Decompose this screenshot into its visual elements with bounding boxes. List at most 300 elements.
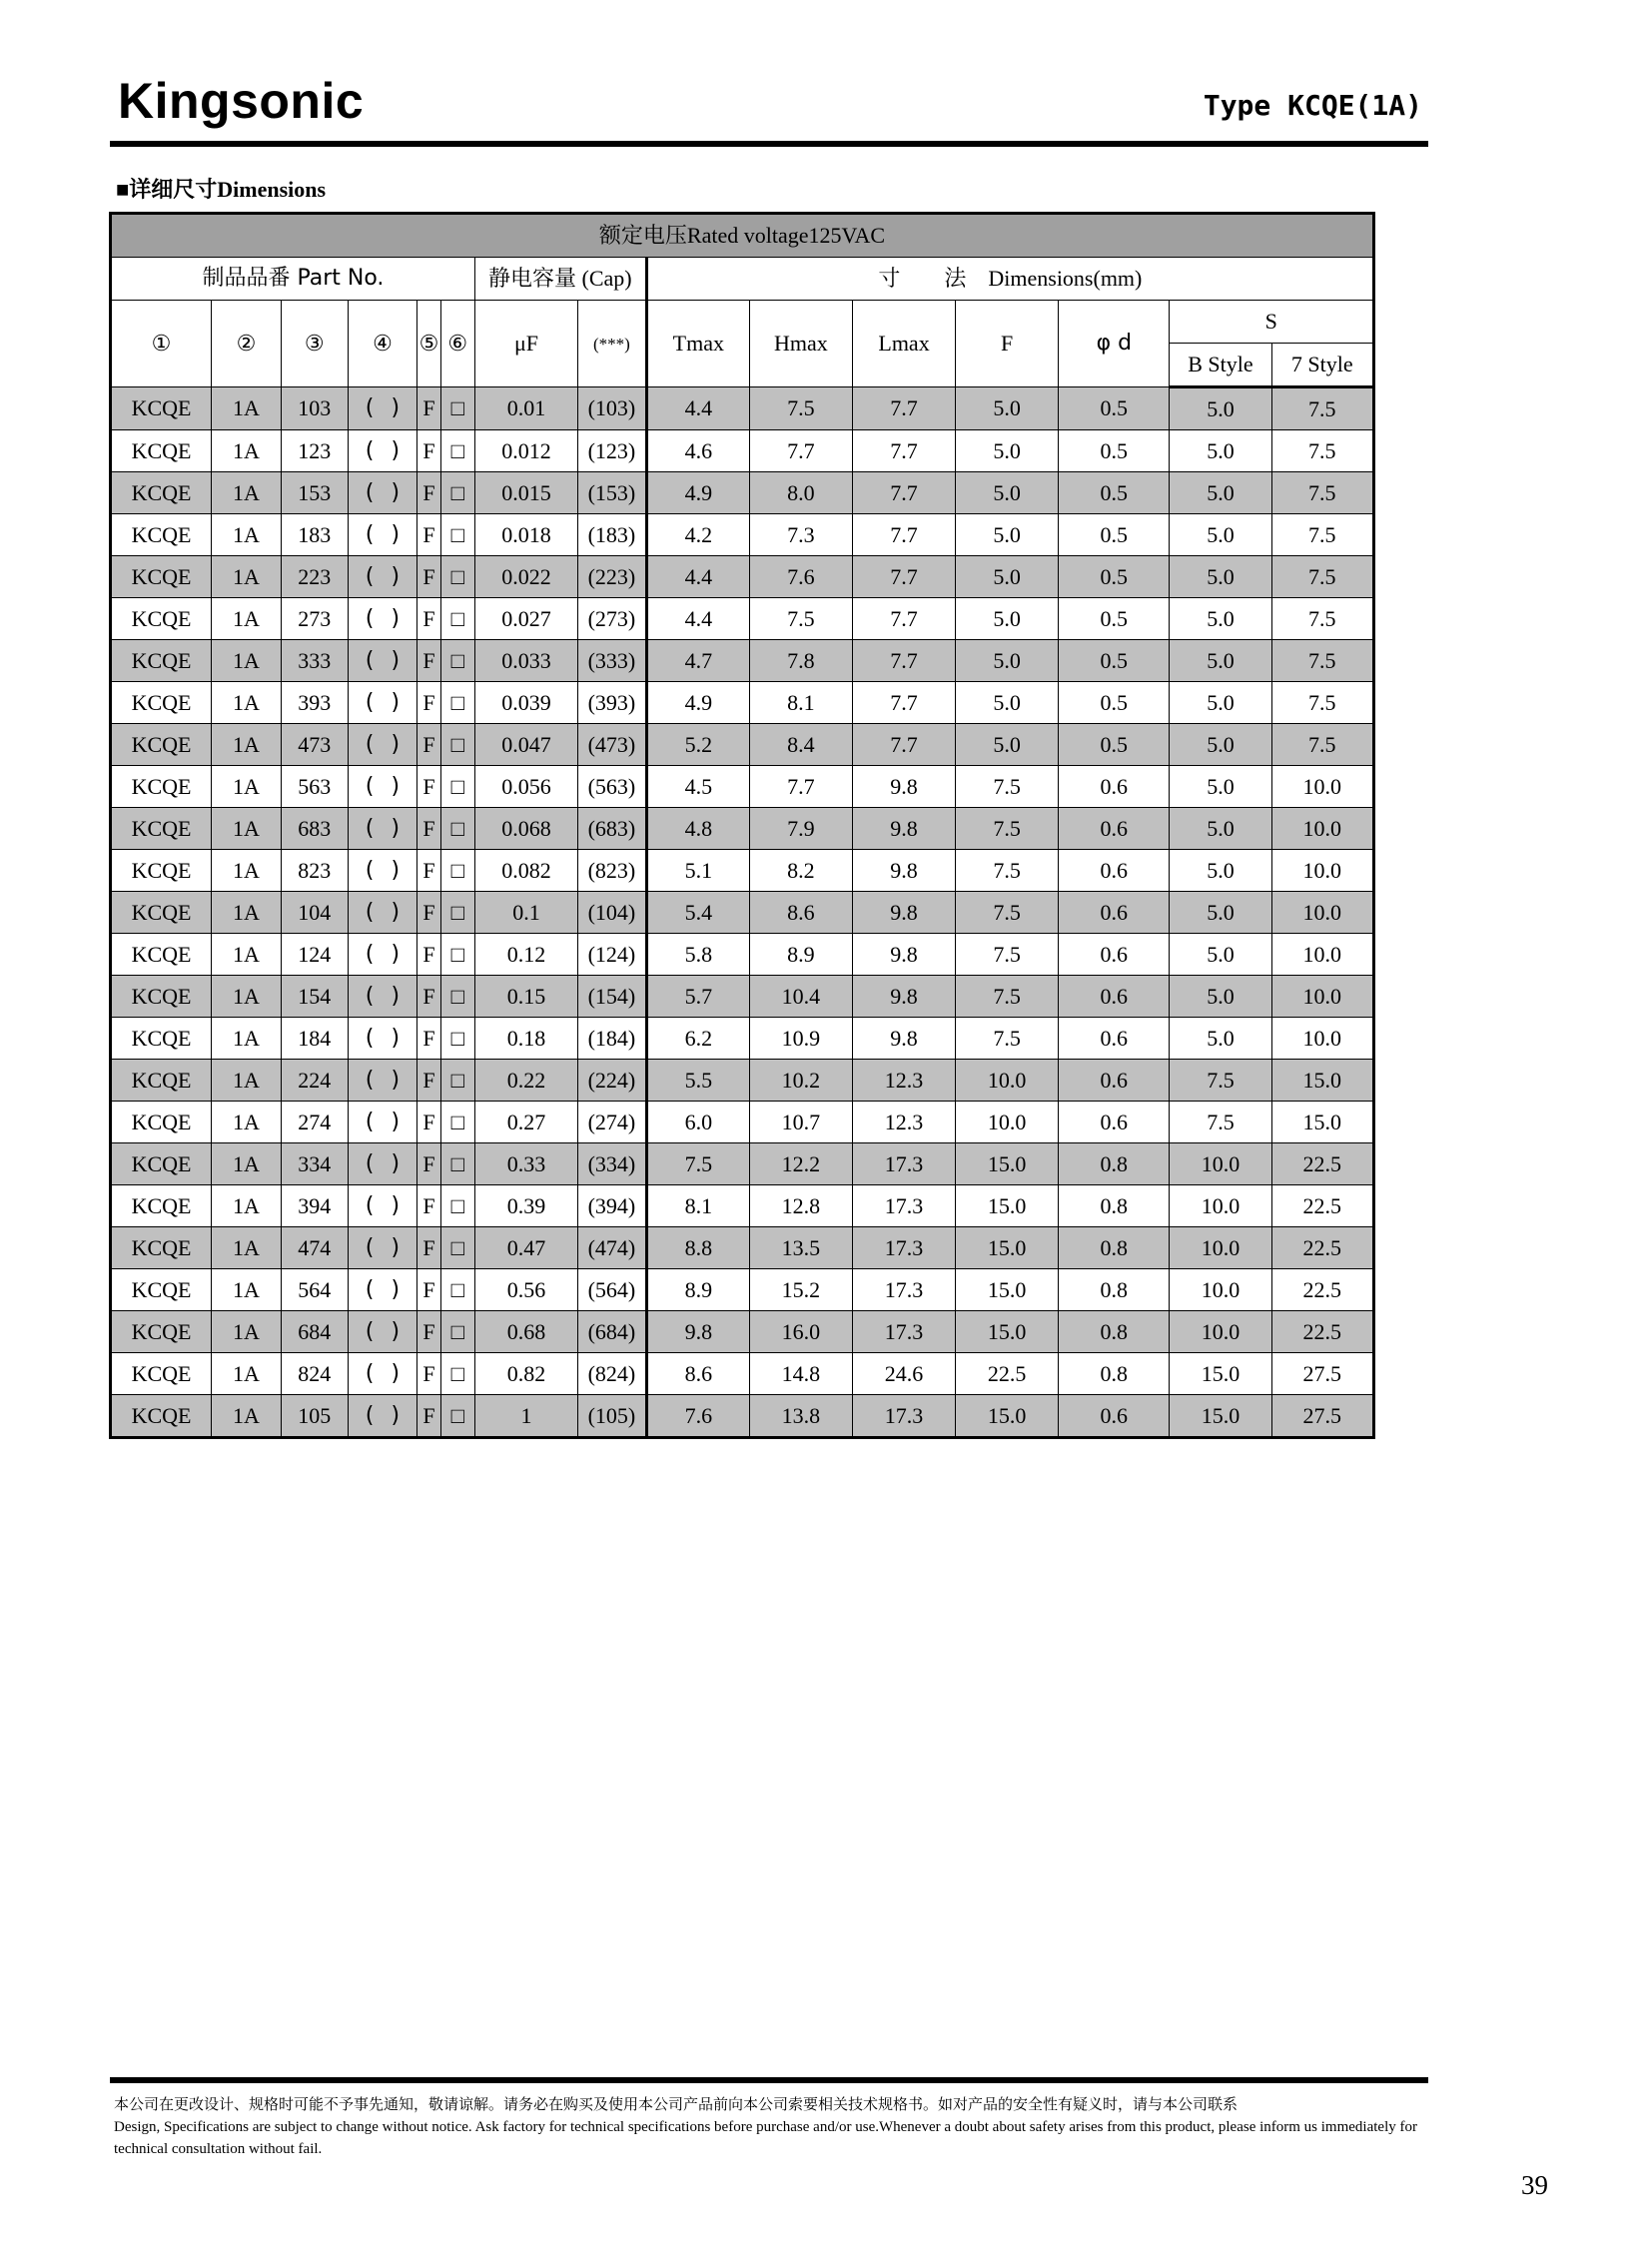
table-cell: 5.0: [956, 387, 1059, 430]
table-cell: 5.0: [1170, 556, 1271, 598]
table-cell: F: [417, 1143, 440, 1185]
table-cell: (333): [578, 640, 647, 682]
table-cell: 10.0: [956, 1102, 1059, 1143]
table-cell: 7.7: [852, 640, 955, 682]
table-cell: 10.0: [1271, 850, 1373, 892]
table-cell: 9.8: [852, 808, 955, 850]
table-cell: 1A: [212, 682, 282, 724]
table-cell: 22.5: [956, 1353, 1059, 1395]
table-cell: ( ): [348, 556, 417, 598]
table-cell: ( ): [348, 1269, 417, 1311]
table-cell: 0.8: [1059, 1353, 1170, 1395]
col-header-phi-d: φ d: [1059, 301, 1170, 387]
table-cell: 10.0: [1271, 808, 1373, 850]
table-cell: 7.5: [749, 598, 852, 640]
table-cell: 5.4: [646, 892, 749, 934]
table-cell: 273: [281, 598, 348, 640]
table-cell: 27.5: [1271, 1395, 1373, 1438]
table-cell: 4.2: [646, 514, 749, 556]
table-cell: 6.2: [646, 1018, 749, 1060]
table-cell: 5.0: [1170, 514, 1271, 556]
table-cell: 17.3: [852, 1395, 955, 1438]
footer-notice-en: Design, Specifications are subject to change without notice. Ask factory for technical specifications before purchase and/or use.Whenever a doubt about safety arises from this product, please inform us immediately for technical consultation without fail.: [114, 2119, 1417, 2157]
table-cell: KCQE: [111, 1395, 212, 1438]
checkbox-icon: □: [440, 640, 474, 682]
table-cell: 7.5: [1271, 598, 1373, 640]
checkbox-icon: □: [440, 1227, 474, 1269]
table-row: [111, 1395, 1374, 1438]
table-cell: 0.5: [1059, 640, 1170, 682]
checkbox-icon: □: [440, 1395, 474, 1438]
table-cell: 16.0: [749, 1311, 852, 1353]
col-header-5: ⑤: [417, 301, 440, 387]
table-cell: 1A: [212, 1227, 282, 1269]
table-cell: 22.5: [1271, 1269, 1373, 1311]
table-row: [111, 640, 1374, 682]
table-cell: 8.8: [646, 1227, 749, 1269]
table-cell: F: [417, 640, 440, 682]
table-cell: ( ): [348, 1143, 417, 1185]
table-cell: ( ): [348, 808, 417, 850]
checkbox-icon: □: [440, 1060, 474, 1102]
checkbox-icon: □: [440, 892, 474, 934]
table-cell: 1A: [212, 598, 282, 640]
table-cell: 22.5: [1271, 1311, 1373, 1353]
table-cell: 0.1: [474, 892, 577, 934]
table-cell: KCQE: [111, 556, 212, 598]
table-cell: (154): [578, 976, 647, 1018]
table-cell: (183): [578, 514, 647, 556]
table-cell: KCQE: [111, 387, 212, 430]
table-cell: 5.0: [1170, 934, 1271, 976]
table-cell: 0.6: [1059, 1060, 1170, 1102]
table-cell: (273): [578, 598, 647, 640]
table-cell: ( ): [348, 514, 417, 556]
table-row: [111, 1269, 1374, 1311]
table-cell: KCQE: [111, 892, 212, 934]
table-cell: 0.022: [474, 556, 577, 598]
table-cell: F: [417, 934, 440, 976]
table-cell: F: [417, 598, 440, 640]
checkbox-icon: □: [440, 1311, 474, 1353]
table-row: [111, 808, 1374, 850]
table-cell: (683): [578, 808, 647, 850]
table-cell: 0.5: [1059, 724, 1170, 766]
table-row: [111, 1185, 1374, 1227]
table-cell: 4.4: [646, 598, 749, 640]
table-cell: F: [417, 1311, 440, 1353]
table-row: [111, 976, 1374, 1018]
table-cell: 0.5: [1059, 682, 1170, 724]
table-cell: 7.7: [852, 387, 955, 430]
table-cell: 5.0: [956, 682, 1059, 724]
table-cell: 103: [281, 387, 348, 430]
table-cell: 0.33: [474, 1143, 577, 1185]
column-header-row: [111, 301, 1374, 344]
checkbox-icon: □: [440, 724, 474, 766]
table-cell: 8.2: [749, 850, 852, 892]
table-cell: KCQE: [111, 1018, 212, 1060]
table-cell: KCQE: [111, 1311, 212, 1353]
table-cell: F: [417, 1395, 440, 1438]
table-cell: KCQE: [111, 1102, 212, 1143]
table-cell: 0.47: [474, 1227, 577, 1269]
table-cell: (124): [578, 934, 647, 976]
table-cell: 5.0: [1170, 598, 1271, 640]
table-cell: 7.5: [1271, 640, 1373, 682]
table-cell: F: [417, 1353, 440, 1395]
table-cell: 5.0: [1170, 850, 1271, 892]
table-cell: 7.5: [956, 808, 1059, 850]
checkbox-icon: □: [440, 514, 474, 556]
table-row: [111, 1311, 1374, 1353]
table-cell: 333: [281, 640, 348, 682]
table-cell: 7.5: [749, 387, 852, 430]
table-cell: 1A: [212, 430, 282, 472]
table-cell: (563): [578, 766, 647, 808]
table-cell: 7.5: [1271, 514, 1373, 556]
table-cell: 12.3: [852, 1060, 955, 1102]
table-cell: 5.0: [956, 514, 1059, 556]
table-cell: 7.9: [749, 808, 852, 850]
table-cell: F: [417, 1185, 440, 1227]
table-cell: (274): [578, 1102, 647, 1143]
table-cell: KCQE: [111, 976, 212, 1018]
table-cell: 5.0: [1170, 892, 1271, 934]
table-cell: 5.0: [1170, 430, 1271, 472]
table-cell: 824: [281, 1353, 348, 1395]
table-cell: 1A: [212, 1143, 282, 1185]
col-header-s: S: [1170, 301, 1374, 344]
table-cell: 473: [281, 724, 348, 766]
table-cell: 0.68: [474, 1311, 577, 1353]
table-cell: 0.6: [1059, 976, 1170, 1018]
table-cell: 1A: [212, 808, 282, 850]
table-cell: 10.4: [749, 976, 852, 1018]
table-cell: 10.0: [1170, 1311, 1271, 1353]
table-cell: 5.2: [646, 724, 749, 766]
table-cell: 5.0: [956, 598, 1059, 640]
table-cell: (223): [578, 556, 647, 598]
checkbox-icon: □: [440, 598, 474, 640]
table-cell: 393: [281, 682, 348, 724]
table-row: [111, 430, 1374, 472]
table-cell: F: [417, 387, 440, 430]
table-cell: 7.5: [1170, 1102, 1271, 1143]
table-cell: ( ): [348, 640, 417, 682]
table-cell: 1: [474, 1395, 577, 1438]
footer-divider: [110, 2077, 1428, 2083]
table-cell: ( ): [348, 1311, 417, 1353]
table-cell: 1A: [212, 556, 282, 598]
table-cell: ( ): [348, 1227, 417, 1269]
page-number: 39: [1521, 2170, 1548, 2200]
part-no-header: 制品品番 Part No.: [111, 258, 475, 301]
table-cell: 1A: [212, 640, 282, 682]
table-cell: 8.6: [646, 1353, 749, 1395]
table-cell: 1A: [212, 1395, 282, 1438]
table-cell: 24.6: [852, 1353, 955, 1395]
table-cell: 0.82: [474, 1353, 577, 1395]
table-cell: 10.0: [1271, 1018, 1373, 1060]
col-header-1: ①: [111, 301, 212, 387]
table-cell: 17.3: [852, 1311, 955, 1353]
table-cell: 0.6: [1059, 766, 1170, 808]
footer-notice-cn: 本公司在更改设计、规格时可能不予事先通知，敬请谅解。请务必在购买及使用本公司产品前向本公司索要相关技术规格书。如对产品的安全性有疑义时，请与本公司联系: [114, 2097, 1239, 2113]
checkbox-icon: □: [440, 934, 474, 976]
table-cell: 0.15: [474, 976, 577, 1018]
col-header-f: F: [956, 301, 1059, 387]
table-cell: 10.0: [956, 1060, 1059, 1102]
table-cell: 10.0: [1271, 766, 1373, 808]
table-cell: 15.0: [956, 1269, 1059, 1311]
checkbox-icon: □: [440, 1269, 474, 1311]
table-cell: ( ): [348, 1353, 417, 1395]
table-cell: 22.5: [1271, 1143, 1373, 1185]
table-cell: F: [417, 514, 440, 556]
checkbox-icon: □: [440, 556, 474, 598]
table-cell: ( ): [348, 850, 417, 892]
dimensions-table: [109, 212, 1375, 1439]
checkbox-icon: □: [440, 766, 474, 808]
table-cell: 5.0: [1170, 472, 1271, 514]
table-cell: 104: [281, 892, 348, 934]
table-cell: 1A: [212, 387, 282, 430]
table-cell: 105: [281, 1395, 348, 1438]
table-cell: KCQE: [111, 808, 212, 850]
table-cell: F: [417, 1018, 440, 1060]
table-cell: KCQE: [111, 1185, 212, 1227]
table-cell: ( ): [348, 1395, 417, 1438]
table-cell: 17.3: [852, 1143, 955, 1185]
table-cell: 5.0: [1170, 808, 1271, 850]
table-cell: (224): [578, 1060, 647, 1102]
table-cell: 0.015: [474, 472, 577, 514]
table-cell: 8.0: [749, 472, 852, 514]
table-cell: F: [417, 556, 440, 598]
table-cell: 5.0: [1170, 682, 1271, 724]
table-cell: 0.5: [1059, 430, 1170, 472]
table-cell: 4.4: [646, 556, 749, 598]
table-cell: 9.8: [646, 1311, 749, 1353]
table-cell: 5.0: [1170, 387, 1271, 430]
table-cell: F: [417, 1269, 440, 1311]
table-row: [111, 1018, 1374, 1060]
table-cell: 0.5: [1059, 598, 1170, 640]
checkbox-icon: □: [440, 1018, 474, 1060]
table-cell: 5.0: [1170, 1018, 1271, 1060]
table-cell: 0.39: [474, 1185, 577, 1227]
table-cell: 15.0: [956, 1185, 1059, 1227]
table-cell: 0.56: [474, 1269, 577, 1311]
table-cell: 7.3: [749, 514, 852, 556]
table-cell: 7.5: [1271, 387, 1373, 430]
table-cell: 1A: [212, 1060, 282, 1102]
table-cell: 9.8: [852, 850, 955, 892]
table-cell: 7.5: [1271, 724, 1373, 766]
table-cell: 8.4: [749, 724, 852, 766]
table-cell: 0.5: [1059, 556, 1170, 598]
table-cell: 8.6: [749, 892, 852, 934]
table-cell: 4.6: [646, 430, 749, 472]
table-cell: 183: [281, 514, 348, 556]
checkbox-icon: □: [440, 850, 474, 892]
table-cell: 394: [281, 1185, 348, 1227]
table-cell: 0.068: [474, 808, 577, 850]
table-cell: 7.7: [852, 682, 955, 724]
table-cell: ( ): [348, 934, 417, 976]
table-cell: ( ): [348, 724, 417, 766]
checkbox-icon: □: [440, 472, 474, 514]
table-cell: 1A: [212, 1102, 282, 1143]
table-cell: 8.1: [646, 1185, 749, 1227]
table-cell: 10.0: [1170, 1185, 1271, 1227]
table-cell: (105): [578, 1395, 647, 1438]
col-header-6: ⑥: [440, 301, 474, 387]
table-cell: 0.5: [1059, 387, 1170, 430]
col-header-7-style: 7 Style: [1271, 344, 1373, 387]
table-cell: 7.5: [956, 934, 1059, 976]
table-row: [111, 1102, 1374, 1143]
checkbox-icon: □: [440, 808, 474, 850]
table-cell: 184: [281, 1018, 348, 1060]
table-cell: 1A: [212, 850, 282, 892]
table-cell: 5.0: [956, 472, 1059, 514]
table-cell: 10.2: [749, 1060, 852, 1102]
table-cell: (823): [578, 850, 647, 892]
table-cell: 0.027: [474, 598, 577, 640]
table-cell: 7.5: [1271, 682, 1373, 724]
table-cell: 7.5: [1170, 1060, 1271, 1102]
table-cell: 22.5: [1271, 1185, 1373, 1227]
table-cell: 4.4: [646, 387, 749, 430]
capacitance-header: 静电容量 (Cap): [474, 258, 646, 301]
table-cell: ( ): [348, 1060, 417, 1102]
table-cell: 0.22: [474, 1060, 577, 1102]
col-header-3: ③: [281, 301, 348, 387]
table-row: [111, 387, 1374, 430]
table-cell: 7.7: [852, 556, 955, 598]
table-cell: 123: [281, 430, 348, 472]
table-cell: 10.0: [1271, 934, 1373, 976]
table-cell: 5.0: [1170, 724, 1271, 766]
table-cell: (153): [578, 472, 647, 514]
table-cell: 15.0: [956, 1395, 1059, 1438]
table-cell: ( ): [348, 387, 417, 430]
col-header-tmax: Tmax: [646, 301, 749, 387]
table-cell: 1A: [212, 1353, 282, 1395]
table-cell: 7.7: [852, 724, 955, 766]
table-cell: 5.1: [646, 850, 749, 892]
table-cell: 1A: [212, 892, 282, 934]
table-cell: 0.5: [1059, 514, 1170, 556]
table-row: [111, 1143, 1374, 1185]
table-cell: 0.8: [1059, 1227, 1170, 1269]
table-cell: F: [417, 1227, 440, 1269]
checkbox-icon: □: [440, 682, 474, 724]
table-cell: 153: [281, 472, 348, 514]
table-cell: 5.7: [646, 976, 749, 1018]
table-cell: 1A: [212, 1311, 282, 1353]
checkbox-icon: □: [440, 1102, 474, 1143]
table-cell: F: [417, 976, 440, 1018]
table-cell: KCQE: [111, 682, 212, 724]
table-cell: 10.0: [1170, 1227, 1271, 1269]
col-header-2: ②: [212, 301, 282, 387]
table-cell: KCQE: [111, 850, 212, 892]
table-cell: F: [417, 1102, 440, 1143]
table-cell: 1A: [212, 1018, 282, 1060]
table-cell: ( ): [348, 430, 417, 472]
table-cell: 0.8: [1059, 1185, 1170, 1227]
table-cell: 7.5: [956, 976, 1059, 1018]
table-cell: ( ): [348, 1102, 417, 1143]
table-cell: 15.0: [1271, 1102, 1373, 1143]
table-cell: 12.3: [852, 1102, 955, 1143]
dimensions-header: 寸 法 Dimensions(mm): [646, 258, 1373, 301]
table-cell: ( ): [348, 976, 417, 1018]
table-cell: 7.8: [749, 640, 852, 682]
table-cell: 13.5: [749, 1227, 852, 1269]
table-cell: ( ): [348, 892, 417, 934]
table-cell: F: [417, 766, 440, 808]
checkbox-icon: □: [440, 430, 474, 472]
table-cell: 0.012: [474, 430, 577, 472]
table-cell: 1A: [212, 976, 282, 1018]
table-row: [111, 514, 1374, 556]
table-row: [111, 1353, 1374, 1395]
table-cell: 14.8: [749, 1353, 852, 1395]
table-row: [111, 1060, 1374, 1102]
table-cell: 27.5: [1271, 1353, 1373, 1395]
table-cell: 9.8: [852, 934, 955, 976]
table-cell: (334): [578, 1143, 647, 1185]
rated-voltage-row: [111, 214, 1374, 258]
table-cell: 7.6: [749, 556, 852, 598]
table-cell: KCQE: [111, 1227, 212, 1269]
table-cell: F: [417, 472, 440, 514]
table-cell: 7.5: [956, 766, 1059, 808]
table-cell: 15.0: [956, 1143, 1059, 1185]
table-cell: 0.8: [1059, 1143, 1170, 1185]
table-cell: 10.7: [749, 1102, 852, 1143]
table-cell: 7.7: [852, 598, 955, 640]
table-cell: 1A: [212, 934, 282, 976]
table-cell: 5.0: [1170, 766, 1271, 808]
table-cell: 5.0: [956, 556, 1059, 598]
table-cell: 0.6: [1059, 1395, 1170, 1438]
table-cell: 1A: [212, 514, 282, 556]
table-cell: KCQE: [111, 1353, 212, 1395]
table-cell: F: [417, 1060, 440, 1102]
table-cell: 7.6: [646, 1395, 749, 1438]
table-cell: (123): [578, 430, 647, 472]
table-cell: 13.8: [749, 1395, 852, 1438]
table-cell: 0.6: [1059, 934, 1170, 976]
table-row: [111, 556, 1374, 598]
table-cell: ( ): [348, 766, 417, 808]
table-cell: ( ): [348, 598, 417, 640]
table-cell: 0.082: [474, 850, 577, 892]
table-cell: 0.018: [474, 514, 577, 556]
table-cell: KCQE: [111, 472, 212, 514]
table-cell: 5.5: [646, 1060, 749, 1102]
table-cell: 0.8: [1059, 1311, 1170, 1353]
table-cell: 8.9: [749, 934, 852, 976]
table-cell: 0.6: [1059, 808, 1170, 850]
table-cell: KCQE: [111, 1060, 212, 1102]
col-header-hmax: Hmax: [749, 301, 852, 387]
